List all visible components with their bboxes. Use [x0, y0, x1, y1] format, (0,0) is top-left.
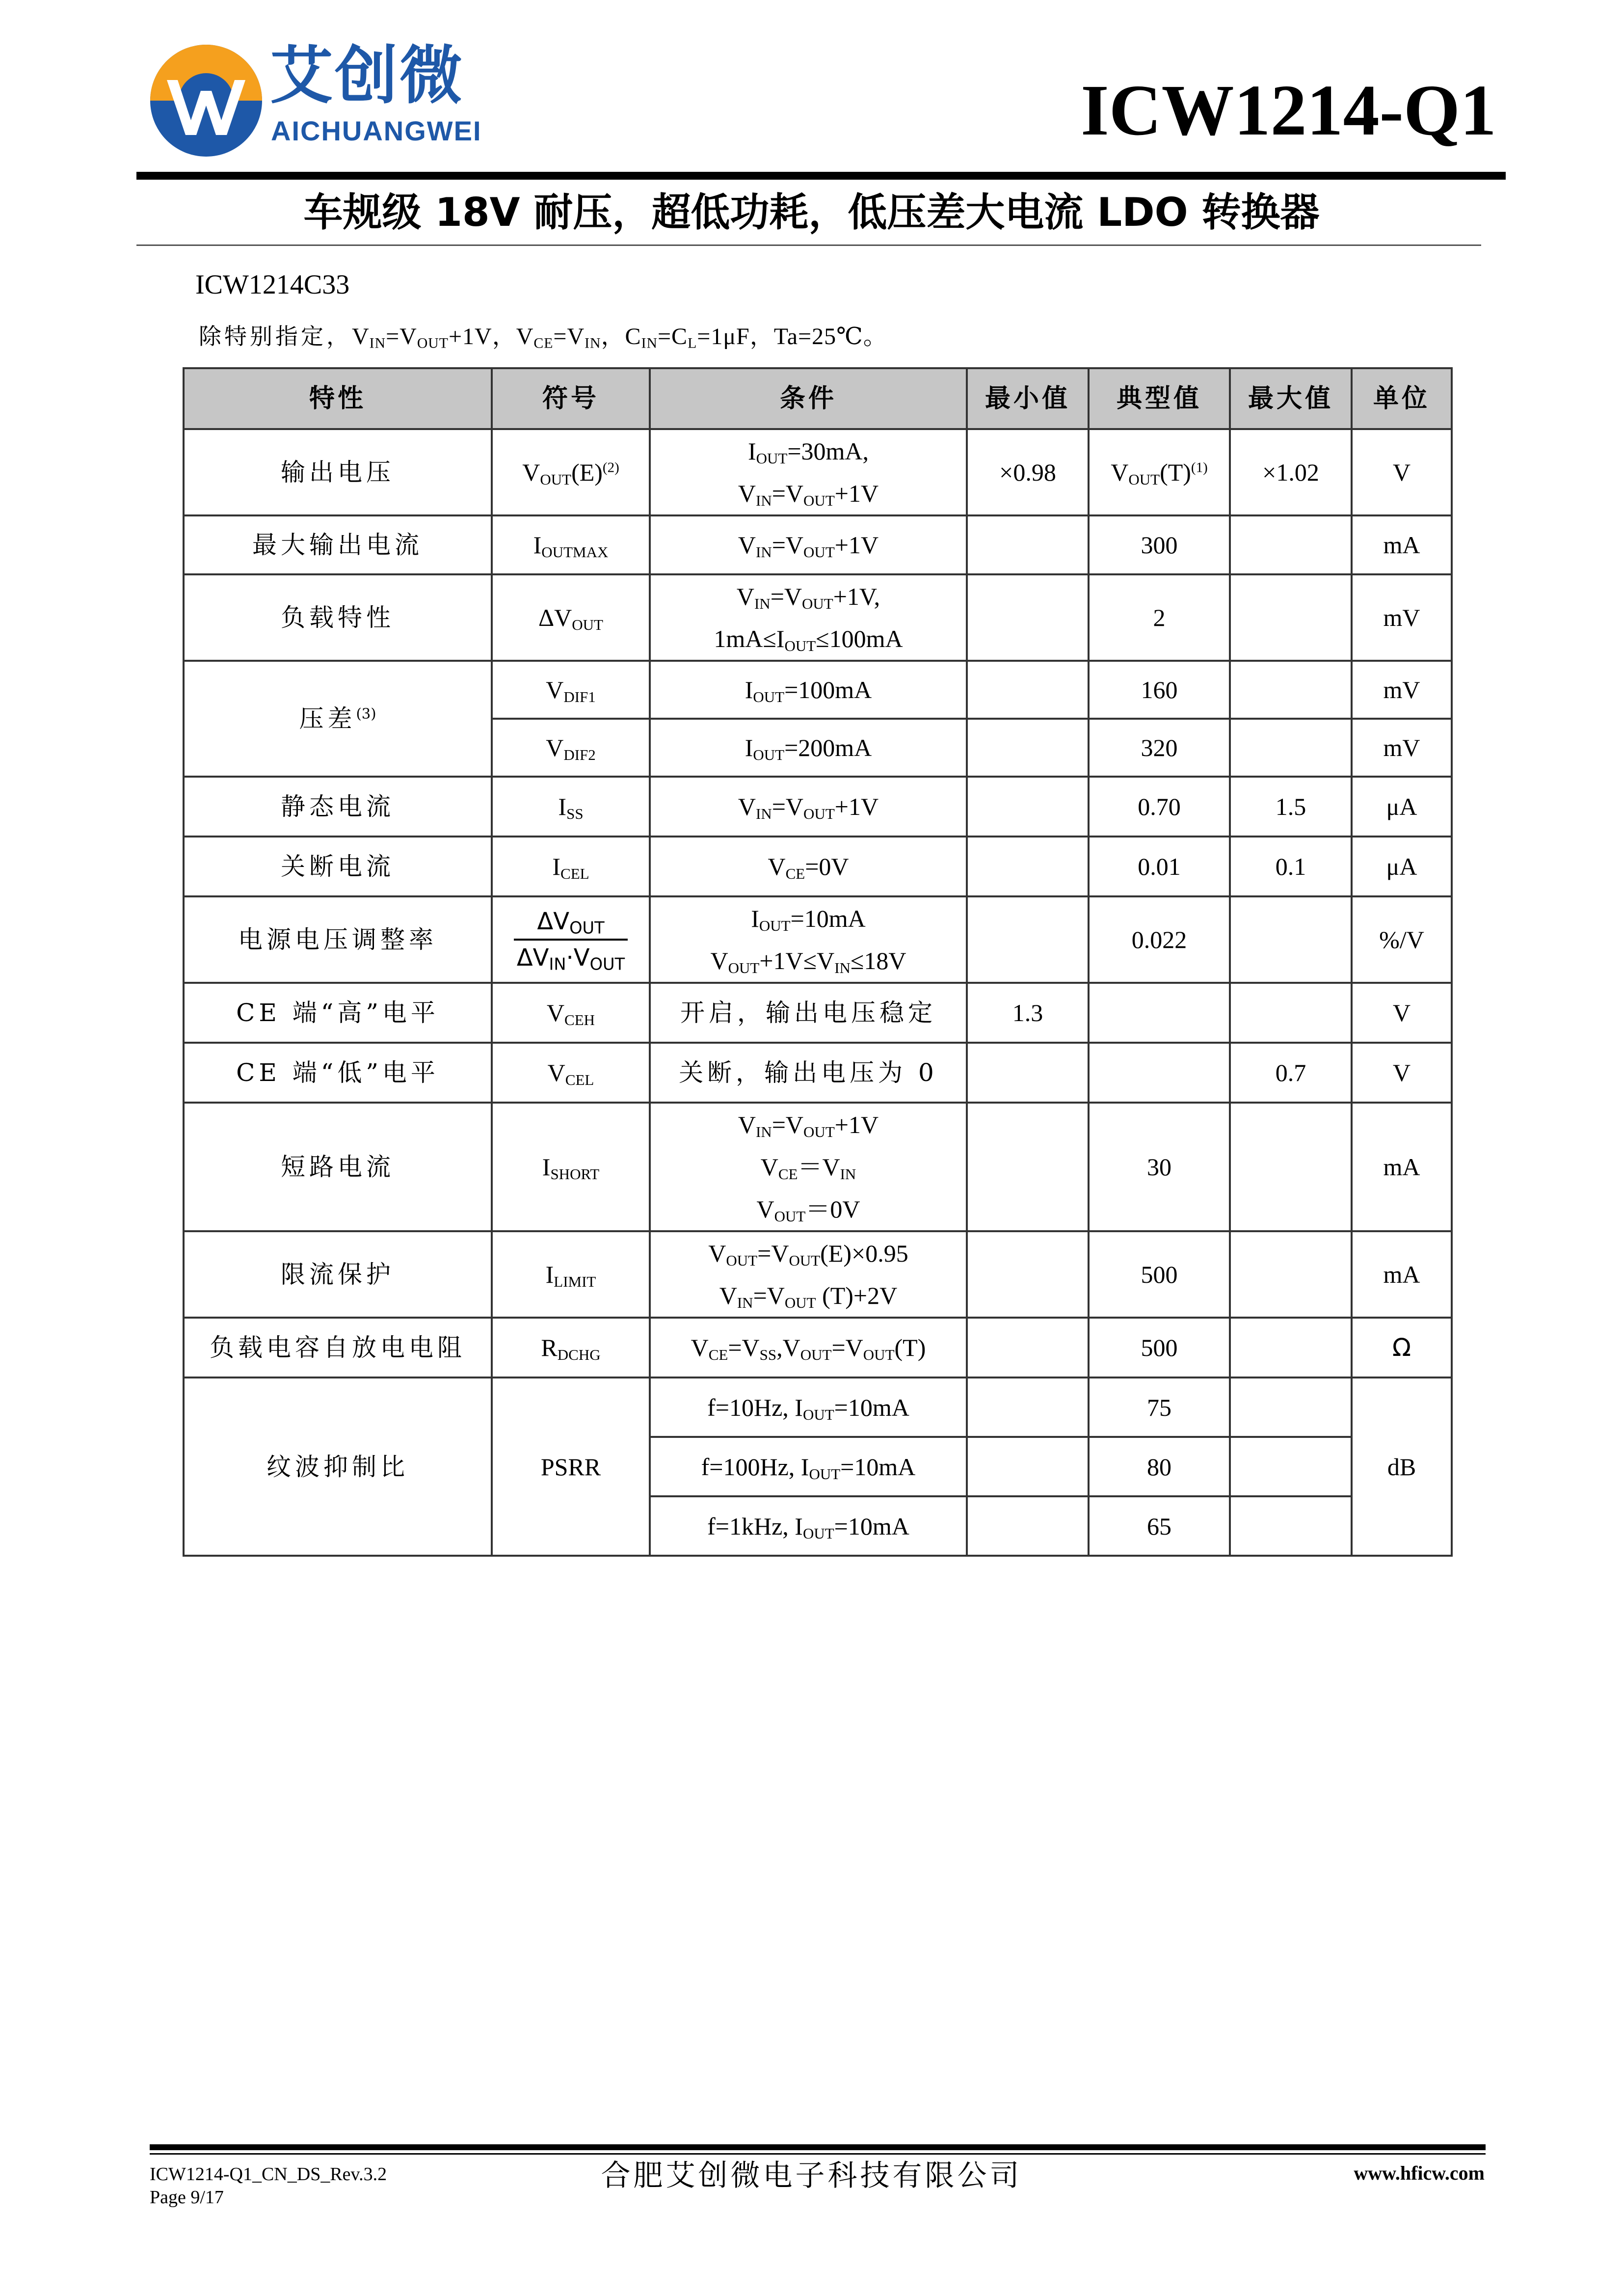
condition-cell: $I_{OUT}=10mA$ $V_{OUT}+1V\le V_{IN}\le 18V$: [650, 896, 967, 983]
condition-cell: $I_{OUT}=30mA$, $V_{IN}=V_{OUT}+1V$: [650, 429, 967, 515]
min-cell: [967, 1103, 1089, 1231]
table-row: [184, 661, 1452, 719]
symbol-cell: PSRR: [492, 1378, 650, 1556]
condition-cell: 开启，输出电压稳定: [650, 983, 967, 1043]
condition-cell: f=10Hz, $I_{OUT}=10mA$: [650, 1378, 967, 1437]
condition-cell: $V_{IN}=V_{OUT}+1V$, $1mA\le I_{OUT}\le 100mA$: [650, 574, 967, 661]
typ-cell: 65: [1089, 1496, 1230, 1556]
typ-cell: 160: [1089, 661, 1230, 719]
max-cell: 1.5: [1230, 777, 1352, 837]
symbol-cell: $\Delta V_{OUT}$: [492, 574, 650, 661]
max-cell: [1230, 1103, 1352, 1231]
param-cell: CE 端“低”电平: [184, 1043, 492, 1103]
max-cell: [1230, 1378, 1352, 1437]
symbol-cell: $I_{OUTMAX}$: [492, 515, 650, 574]
table-row: [184, 983, 1452, 1043]
min-cell: ×0.98: [967, 429, 1089, 515]
condition-cell: $I_{OUT}=200mA$: [650, 719, 967, 777]
symbol-cell: $I_{SHORT}$: [492, 1103, 650, 1231]
param-cell: 最大输出电流: [184, 515, 492, 574]
test-conditions: 除特别指定，$V_{IN}=V_{OUT}+1V$，$V_{CE}=V_{IN}$，$C_{IN}=C_L=1\mu F$，Ta=25℃。: [199, 323, 887, 351]
min-cell: [967, 719, 1089, 777]
col-header-condition: 条件: [650, 368, 967, 429]
col-header-unit: 单位: [1352, 368, 1452, 429]
param-cell: CE 端“高”电平: [184, 983, 492, 1043]
unit-cell: mV: [1352, 661, 1452, 719]
unit-cell: μA: [1352, 837, 1452, 896]
table-row: [184, 574, 1452, 661]
symbol-cell: $V_{CEH}$: [492, 983, 650, 1043]
table-row: [184, 515, 1452, 574]
footer-company-name: 合肥艾创微电子科技有限公司: [601, 2159, 1022, 2193]
max-cell: [1230, 1437, 1352, 1496]
unit-cell: %/V: [1352, 896, 1452, 983]
typ-cell: 0.70: [1089, 777, 1230, 837]
symbol-cell: [492, 896, 650, 983]
param-cell: 关断电流: [184, 837, 492, 896]
document-subtitle: 车规级 18V 耐压，超低功耗，低压差大电流 LDO 转换器: [303, 189, 1320, 235]
unit-cell: mA: [1352, 1231, 1452, 1318]
typ-cell: [1089, 983, 1230, 1043]
symbol-cell: $V_{CEL}$: [492, 1043, 650, 1103]
min-cell: [967, 837, 1089, 896]
max-cell: 0.7: [1230, 1043, 1352, 1103]
table-row: [184, 837, 1452, 896]
col-header-symbol: 符号: [492, 368, 650, 429]
unit-cell: mV: [1352, 574, 1452, 661]
param-cell: 静态电流: [184, 777, 492, 837]
line-regulation-fraction: $\frac{\Delta V_{OUT}}{\Delta V_{IN}\cdot V_{OUT}}$: [514, 904, 628, 975]
condition-cell: $V_{CE}=V_{SS},V_{OUT}=V_{OUT}(T)$: [650, 1318, 967, 1378]
footer-rule-thick: [150, 2144, 1486, 2150]
typ-cell: $V_{OUT}(T)^{(1)}$: [1089, 429, 1230, 515]
max-cell: [1230, 719, 1352, 777]
min-cell: [967, 574, 1089, 661]
min-cell: [967, 1043, 1089, 1103]
footer-page-number: Page 9/17: [150, 2187, 224, 2208]
condition-cell: $I_{OUT}=100mA$: [650, 661, 967, 719]
condition-cell: f=1kHz, $I_{OUT}=10mA$: [650, 1496, 967, 1556]
typ-cell: 30: [1089, 1103, 1230, 1231]
table-row: [184, 1378, 1452, 1437]
param-cell: 短路电流: [184, 1103, 492, 1231]
typ-cell: 0.01: [1089, 837, 1230, 896]
subtitle-rule: [136, 244, 1481, 246]
condition-cell: $V_{IN}=V_{OUT}+1V$ $V_{CE}=V_{IN}$ $V_{OUT}=0V$: [650, 1103, 967, 1231]
symbol-cell: $R_{DCHG}$: [492, 1318, 650, 1378]
min-cell: [967, 661, 1089, 719]
symbol-cell: $I_{LIMIT}$: [492, 1231, 650, 1318]
symbol-cell: $I_{SS}$: [492, 777, 650, 837]
param-cell: 负载电容自放电电阻: [184, 1318, 492, 1378]
min-cell: [967, 1496, 1089, 1556]
model-heading: ICW1214C33: [195, 270, 350, 300]
typ-cell: 2: [1089, 574, 1230, 661]
symbol-cell: $I_{CEL}$: [492, 837, 650, 896]
typ-cell: 80: [1089, 1437, 1230, 1496]
col-header-parameter: 特性: [184, 368, 492, 429]
param-cell: 负载特性: [184, 574, 492, 661]
condition-cell: $V_{CE}=0V$: [650, 837, 967, 896]
max-cell: [1230, 1496, 1352, 1556]
col-header-typ: 典型值: [1089, 368, 1230, 429]
unit-cell: V: [1352, 429, 1452, 515]
aichuangwei-logo-icon: [147, 42, 265, 160]
logo-english-name: AICHUANGWEI: [271, 115, 482, 146]
typ-cell: 75: [1089, 1378, 1230, 1437]
col-header-min: 最小值: [967, 368, 1089, 429]
table-header-row: [184, 368, 1452, 429]
table-row: [184, 1318, 1452, 1378]
max-cell: [1230, 574, 1352, 661]
typ-cell: 300: [1089, 515, 1230, 574]
unit-cell: dB: [1352, 1378, 1452, 1556]
param-cell: 输出电压: [184, 429, 492, 515]
unit-cell: Ω: [1352, 1318, 1452, 1378]
param-cell: 压差$^{(3)}$: [184, 661, 492, 777]
typ-cell: 320: [1089, 719, 1230, 777]
min-cell: [967, 777, 1089, 837]
typ-cell: 500: [1089, 1318, 1230, 1378]
unit-cell: mV: [1352, 719, 1452, 777]
condition-cell: 关断，输出电压为 0: [650, 1043, 967, 1103]
max-cell: [1230, 515, 1352, 574]
footer-rule-thin: [150, 2153, 1486, 2155]
symbol-cell: $V_{DIF1}$: [492, 661, 650, 719]
condition-cell: $V_{OUT}=V_{OUT}(E)\times 0.95$ $V_{IN}=V_{OUT}$ (T)+2V: [650, 1231, 967, 1318]
unit-cell: mA: [1352, 1103, 1452, 1231]
table-row: [184, 1103, 1452, 1231]
table-row: [184, 777, 1452, 837]
typ-cell: 500: [1089, 1231, 1230, 1318]
condition-cell: $V_{IN}=V_{OUT}+1V$: [650, 777, 967, 837]
param-cell: 电源电压调整率: [184, 896, 492, 983]
table-row: [184, 429, 1452, 515]
max-cell: [1230, 1231, 1352, 1318]
table-row: [184, 896, 1452, 983]
table-row: [184, 1231, 1452, 1318]
part-number: ICW1214-Q1: [1081, 70, 1496, 151]
header-rule: [136, 172, 1506, 180]
min-cell: [967, 1437, 1089, 1496]
max-cell: [1230, 661, 1352, 719]
company-logo: [147, 39, 491, 160]
symbol-cell: $V_{OUT}(E)^{(2)}$: [492, 429, 650, 515]
typ-cell: [1089, 1043, 1230, 1103]
footer-website-link[interactable]: www.hficw.com: [1354, 2162, 1485, 2184]
unit-cell: mA: [1352, 515, 1452, 574]
electrical-characteristics-table: [183, 367, 1453, 1557]
typ-cell: 0.022: [1089, 896, 1230, 983]
param-cell: 纹波抑制比: [184, 1378, 492, 1556]
min-cell: [967, 515, 1089, 574]
param-cell: 限流保护: [184, 1231, 492, 1318]
min-cell: [967, 1378, 1089, 1437]
col-header-max: 最大值: [1230, 368, 1352, 429]
max-cell: [1230, 983, 1352, 1043]
max-cell: 0.1: [1230, 837, 1352, 896]
min-cell: 1.3: [967, 983, 1089, 1043]
table-row: [184, 1043, 1452, 1103]
min-cell: [967, 1318, 1089, 1378]
condition-cell: f=100Hz, $I_{OUT}=10mA$: [650, 1437, 967, 1496]
min-cell: [967, 896, 1089, 983]
symbol-cell: $V_{DIF2}$: [492, 719, 650, 777]
unit-cell: μA: [1352, 777, 1452, 837]
max-cell: [1230, 1318, 1352, 1378]
max-cell: [1230, 896, 1352, 983]
unit-cell: V: [1352, 983, 1452, 1043]
logo-chinese-name: 艾创微: [270, 39, 465, 112]
footer-document-id: ICW1214-Q1_CN_DS_Rev.3.2: [150, 2164, 387, 2185]
condition-cell: $V_{IN}=V_{OUT}+1V$: [650, 515, 967, 574]
unit-cell: V: [1352, 1043, 1452, 1103]
max-cell: ×1.02: [1230, 429, 1352, 515]
min-cell: [967, 1231, 1089, 1318]
